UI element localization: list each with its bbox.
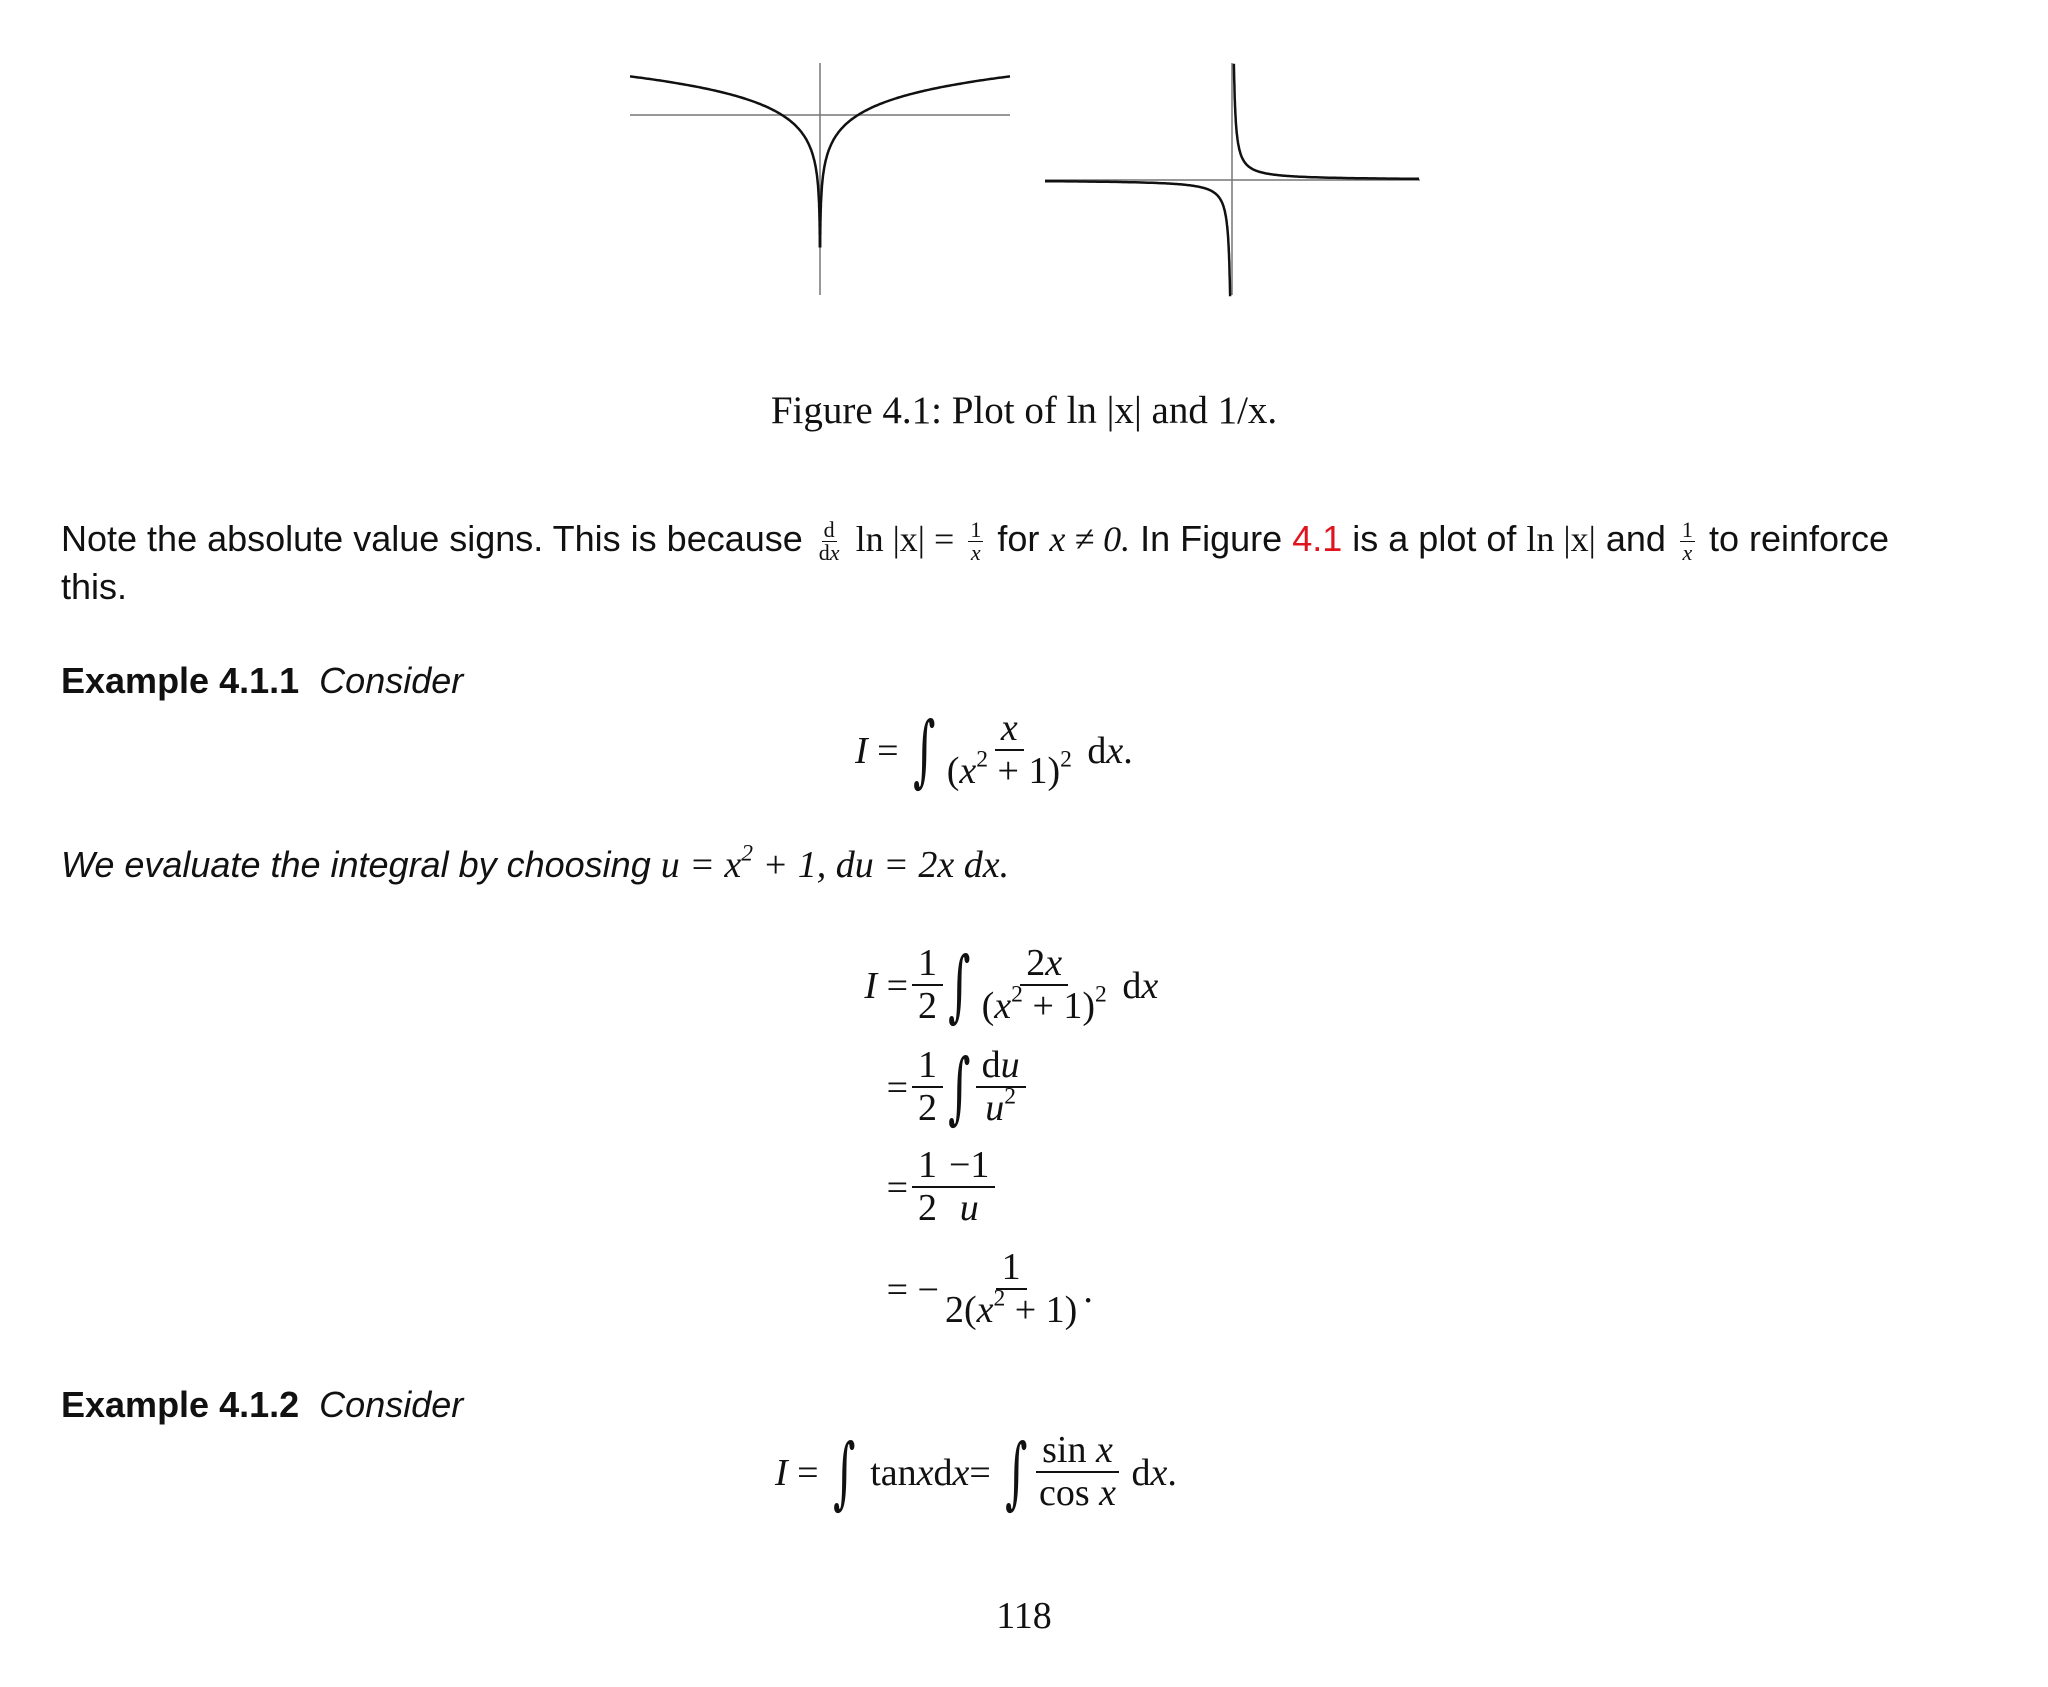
page-number: 118 (996, 1595, 1052, 1637)
para-text-2: for (997, 518, 1040, 559)
para-text-4: is a plot of (1352, 518, 1517, 559)
example-1-equation: I = ∫ $\frac{x}{(x^2 + 1)^2}$ d x . (855, 706, 1133, 796)
substitution-text: We evaluate the integral by choosing (61, 844, 651, 885)
one-over-x-fraction: $\frac{1}{x}$ (970, 516, 982, 565)
example-1-derivation: I = $\frac{1}{2}$ ∫ $\frac{2x}{(x^2 + 1)^2}$ d x = $\frac{1}{2}$ ∫ $\frac{du}{u^2}$ = $\frac{1}{2}$ $\frac{-1}{u}$ = − $\frac{1}{2(x^2 + 1)}$ . (864, 941, 1159, 1332)
example-1-substitution: We evaluate the integral by choosing $u = x^2 + 1$, du = 2x dx. (61, 840, 1010, 886)
plot-ln-abs-x (630, 63, 1010, 295)
para-text-5: and (1605, 518, 1666, 559)
body-paragraph (61, 516, 2011, 610)
d-dx-fraction: $\frac{d}{dx}$ (818, 516, 840, 565)
para-math-1: ln |x| = (855, 519, 955, 559)
para-math-2: x ≠ 0. (1049, 519, 1131, 559)
figure-ref-link[interactable]: 4.1 (1292, 518, 1343, 559)
para-math-3: ln |x| (1526, 519, 1596, 559)
para-text-3: In Figure (1140, 518, 1283, 559)
example-1-heading (61, 658, 463, 704)
figure-plots (630, 55, 1430, 305)
example-1-consider: Consider (319, 660, 464, 701)
example-2-consider: Consider (319, 1384, 464, 1425)
plot-reciprocal-x (1045, 63, 1420, 295)
para-text-6: to reinforce (1708, 518, 1890, 559)
example-2-equation: I = ∫ tan x d x = ∫ $\frac{\text{sin x}}{\text{cos x}}$ d x . (775, 1428, 1177, 1518)
para-text-1: Note the absolute value signs. This is because (61, 518, 803, 559)
example-1-label: Example 4.1.1 (61, 660, 300, 701)
integral-sign: ∫ (913, 706, 936, 796)
example-2-label: Example 4.1.2 (61, 1384, 300, 1425)
one-over-x-fraction-2: $\frac{1}{x}$ (1681, 516, 1693, 565)
para-text-7: this. (61, 565, 128, 607)
example-2-heading (61, 1382, 463, 1428)
figure-caption: Figure 4.1: Plot of ln |x| and 1/x. (770, 389, 1278, 432)
